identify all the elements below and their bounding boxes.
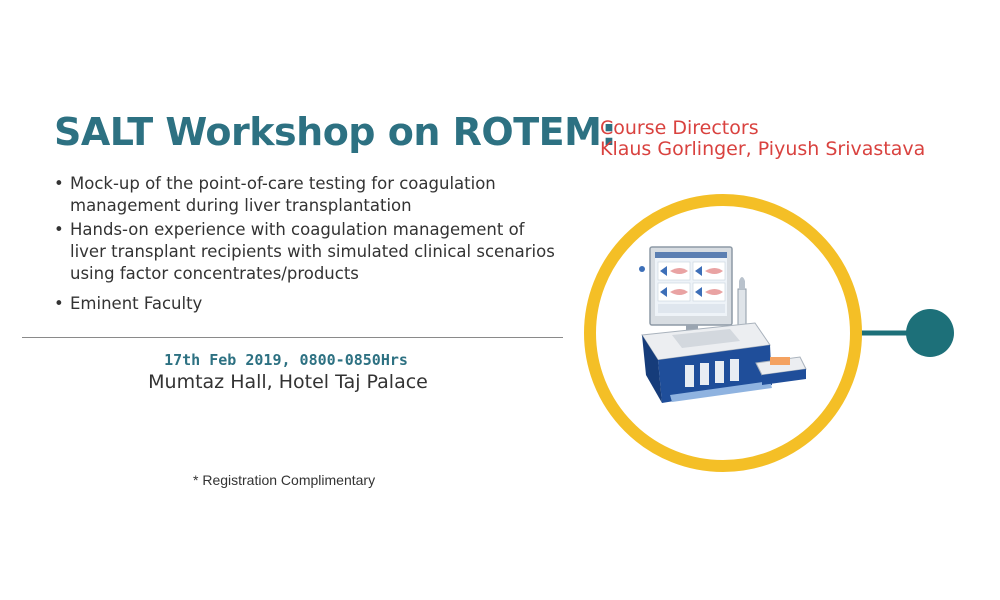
section-divider	[22, 337, 563, 338]
event-date-time: 17th Feb 2019, 0800-0850Hrs	[164, 351, 408, 369]
list-item	[48, 293, 568, 315]
list-item-line: using factor concentrates/products	[70, 264, 359, 283]
bullet-icon: •	[54, 174, 64, 193]
course-directors	[600, 118, 925, 160]
list-item-line: Eminent Faculty	[70, 294, 203, 313]
list-item	[48, 173, 568, 217]
registration-note: * Registration Complimentary	[193, 472, 376, 488]
course-directors-label: Course Directors	[600, 117, 759, 139]
bullet-icon: •	[54, 294, 64, 313]
list-item-line: Mock-up of the point-of-care testing for coagulation	[70, 174, 496, 193]
bullet-icon: •	[54, 220, 64, 239]
device-graphic	[580, 185, 960, 475]
event-venue: Mumtaz Hall, Hotel Taj Palace	[148, 371, 428, 393]
feature-list	[48, 173, 568, 315]
list-item-line: Hands-on experience with coagulation management of	[70, 220, 525, 239]
list-item-line: management during liver transplantation	[70, 196, 412, 215]
connector-dot	[906, 309, 954, 357]
workshop-title: SALT Workshop on ROTEM:	[54, 110, 617, 154]
course-directors-names: Klaus Gorlinger, Piyush Srivastava	[600, 138, 926, 160]
list-item-line: liver transplant recipients with simulated clinical scenarios	[70, 242, 555, 261]
list-item	[48, 219, 568, 285]
